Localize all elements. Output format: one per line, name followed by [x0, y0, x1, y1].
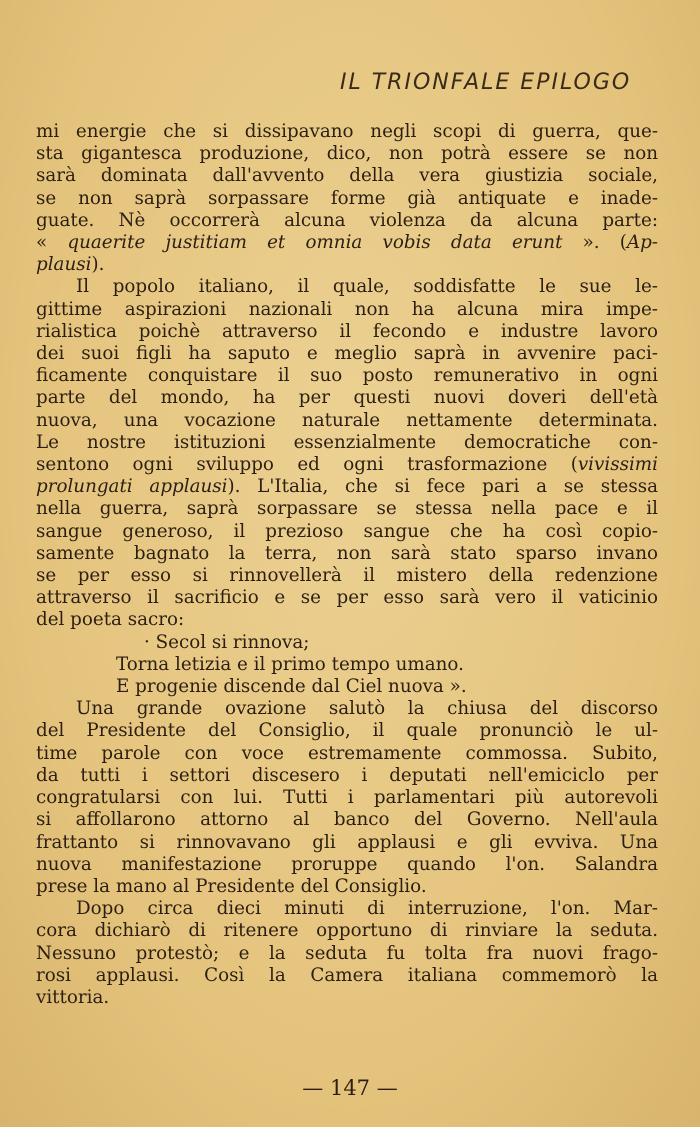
text-line-latin-quote: [36, 232, 658, 254]
latin-quote: quaerite justitiam et omnia vobis data erunt: [67, 232, 563, 254]
text-line: sta gigantesca produzione, dico, non potrà essere se non: [36, 143, 658, 165]
text-line: Una grande ovazione salutò la chiusa del discorso: [76, 698, 658, 720]
text-line: rosi applausi. Così la Camera italiana commemorò la: [36, 964, 658, 986]
text-line: dei suoi figli ha saputo e meglio saprà in avvenire paci-: [36, 343, 658, 365]
text-line: si affollarono attorno al banco del Governo. Nell'aula: [36, 809, 658, 831]
text-fragment: sentono ogni sviluppo ed ogni trasformazione (: [36, 454, 578, 476]
page-number: — 147 —: [302, 1076, 398, 1100]
verse-line: E progenie discende dal Ciel nuova ».: [116, 676, 467, 698]
text-line: prese la mano al Presidente del Consiglio.: [36, 875, 427, 897]
text-fragment: ). L'Italia, che si fece pari a se stessa: [227, 476, 658, 498]
running-head: IL TRIONFALE EPILOGO: [340, 70, 632, 95]
text-line: Il popolo italiano, il quale, soddisfatte le sue le-: [76, 276, 658, 298]
text-line: samente bagnato la terra, non sarà stato sparso invano: [36, 542, 658, 564]
text-line: sangue generoso, il prezioso sangue che ha così copio-: [36, 520, 658, 542]
text-fragment: ).: [91, 254, 105, 276]
text-line: cora dichiarò di ritenere opportuno di rinviare la seduta.: [36, 920, 658, 942]
text-line: [36, 254, 658, 276]
text-line: mi energie che si dissipavano negli scopi di guerra, que-: [36, 121, 658, 142]
verse-line: · Secol si rinnova;: [144, 631, 310, 653]
quote-open: «: [36, 232, 68, 254]
text-line: del poeta sacro:: [36, 609, 185, 631]
text-line: nuova, una vocazione naturale nettamente determinata.: [36, 409, 658, 431]
applause-note: Ap-: [626, 232, 658, 254]
text-line: [36, 476, 658, 498]
applause-note: prolungati applausi: [36, 476, 228, 498]
text-line: se non saprà sorpassare forme già antiquate e inade-: [36, 187, 658, 209]
applause-note: vivissimi: [577, 454, 658, 476]
text-line: sarà dominata dall'avvento della vera giustizia sociale,: [36, 165, 658, 187]
text-line: da tutti i settori discesero i deputati nell'emiciclo per: [36, 764, 658, 786]
text-line: time parole con voce estremamente commossa. Subito,: [36, 742, 658, 764]
text-line: nella guerra, saprà sorpassare se stessa nella pace e il: [36, 498, 658, 520]
text-line: vittoria.: [36, 986, 110, 1008]
quote-close: ». (: [562, 232, 627, 254]
text-line: Le nostre istituzioni essenzialmente democratiche con-: [36, 431, 658, 453]
text-line: frattanto si rinnovavano gli applausi e gli evviva. Una: [36, 831, 658, 853]
text-line: Nessuno protestò; e la seduta fu tolta fra nuovi frago-: [36, 942, 658, 964]
text-line: gittime aspirazioni nazionali non ha alcuna mira impe-: [36, 298, 658, 320]
text-line: del Presidente del Consiglio, il quale pronunciò le ul-: [36, 720, 658, 742]
text-line: parte del mondo, ha per questi nuovi doveri dell'età: [36, 387, 658, 409]
text-line: Dopo circa dieci minuti di interruzione, l'on. Mar-: [76, 898, 658, 920]
text-line: se per esso si rinnovellerà il mistero della redenzione: [36, 565, 658, 587]
text-line: congratularsi con lui. Tutti i parlamentari più autorevoli: [36, 787, 658, 809]
text-line: attraverso il sacrificio e se per esso sarà vero il vaticinio: [36, 587, 658, 609]
verse-line: Torna letizia e il primo tempo umano.: [116, 653, 464, 675]
applause-note: plausi: [36, 254, 92, 276]
body-text: [36, 121, 658, 1009]
text-line: [36, 454, 658, 476]
text-line: ficamente conquistare il suo posto remunerativo in ogni: [36, 365, 658, 387]
text-line: guate. Nè occorrerà alcuna violenza da alcuna parte:: [36, 209, 658, 231]
text-line: nuova manifestazione proruppe quando l'on. Salandra: [36, 853, 658, 875]
text-line: rialistica poichè attraverso il fecondo e industre lavoro: [36, 320, 658, 342]
